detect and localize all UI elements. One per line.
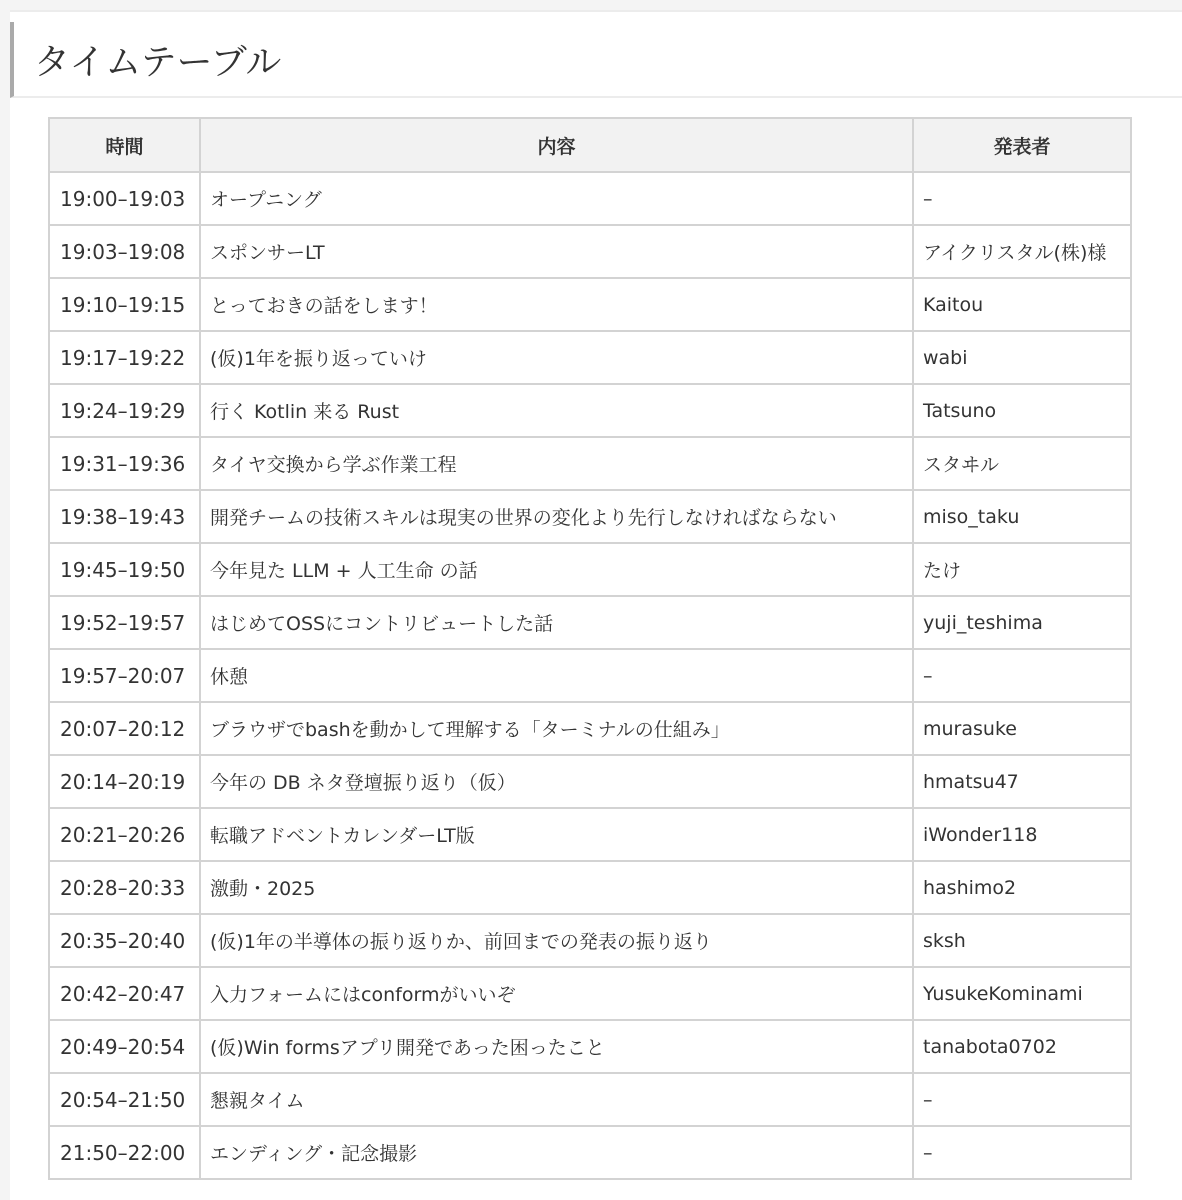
speaker-cell: たけ (913, 543, 1131, 596)
speaker-cell: murasuke (913, 702, 1131, 755)
time-cell: 20:21–20:26 (49, 808, 200, 861)
speaker-cell: iWonder118 (913, 808, 1131, 861)
table-header-row (49, 118, 1131, 172)
table-row (49, 384, 1131, 437)
table-row (49, 702, 1131, 755)
table-row (49, 437, 1131, 490)
content-cell: (仮)1年を振り返っていけ (200, 331, 913, 384)
table-row (49, 172, 1131, 225)
content-cell: 開発チームの技術スキルは現実の世界の変化より先行しなければならない (200, 490, 913, 543)
time-cell: 19:00–19:03 (49, 172, 200, 225)
time-cell: 19:45–19:50 (49, 543, 200, 596)
table-row (49, 278, 1131, 331)
table-row (49, 225, 1131, 278)
speaker-cell: – (913, 649, 1131, 702)
content-cell: スポンサーLT (200, 225, 913, 278)
table-row (49, 914, 1131, 967)
content-cell: 行く Kotlin 来る Rust (200, 384, 913, 437)
column-header-time: 時間 (49, 118, 200, 172)
speaker-cell: アイクリスタル(株)様 (913, 225, 1131, 278)
speaker-cell: – (913, 1073, 1131, 1126)
table-row (49, 490, 1131, 543)
table-row (49, 331, 1131, 384)
content-cell: はじめてOSSにコントリビュートした話 (200, 596, 913, 649)
time-cell: 19:03–19:08 (49, 225, 200, 278)
column-header-content: 内容 (200, 118, 913, 172)
time-cell: 20:07–20:12 (49, 702, 200, 755)
time-cell: 20:14–20:19 (49, 755, 200, 808)
speaker-cell: yuji_teshima (913, 596, 1131, 649)
time-cell: 20:49–20:54 (49, 1020, 200, 1073)
speaker-cell: miso_taku (913, 490, 1131, 543)
content-cell: とっておきの話をします！ (200, 278, 913, 331)
time-cell: 20:35–20:40 (49, 914, 200, 967)
table-row (49, 543, 1131, 596)
speaker-cell: Tatsuno (913, 384, 1131, 437)
table-row (49, 1126, 1131, 1179)
content-cell: (仮)1年の半導体の振り返りか、前回までの発表の振り返り (200, 914, 913, 967)
time-cell: 19:17–19:22 (49, 331, 200, 384)
content-cell: 入力フォームにはconformがいいぞ (200, 967, 913, 1020)
page-title: タイムテーブル (10, 22, 1182, 98)
table-row (49, 808, 1131, 861)
content-cell: 今年見た LLM + 人工生命 の話 (200, 543, 913, 596)
speaker-cell: sksh (913, 914, 1131, 967)
table-row (49, 967, 1131, 1020)
table-row (49, 649, 1131, 702)
table-row (49, 861, 1131, 914)
content-cell: エンディング・記念撮影 (200, 1126, 913, 1179)
time-cell: 21:50–22:00 (49, 1126, 200, 1179)
content-cell: ブラウザでbashを動かして理解する「ターミナルの仕組み」 (200, 702, 913, 755)
table-row (49, 1073, 1131, 1126)
page (10, 10, 1182, 1200)
time-cell: 20:28–20:33 (49, 861, 200, 914)
speaker-cell: YusukeKominami (913, 967, 1131, 1020)
content-cell: タイヤ交換から学ぶ作業工程 (200, 437, 913, 490)
content-cell: オープニング (200, 172, 913, 225)
timetable (48, 117, 1132, 1180)
content-cell: 転職アドベントカレンダーLT版 (200, 808, 913, 861)
table-body (49, 172, 1131, 1179)
time-cell: 19:52–19:57 (49, 596, 200, 649)
time-cell: 20:42–20:47 (49, 967, 200, 1020)
content-cell: 懇親タイム (200, 1073, 913, 1126)
time-cell: 19:38–19:43 (49, 490, 200, 543)
time-cell: 20:54–21:50 (49, 1073, 200, 1126)
speaker-cell: – (913, 172, 1131, 225)
time-cell: 19:10–19:15 (49, 278, 200, 331)
content-cell: (仮)Win formsアプリ開発であった困ったこと (200, 1020, 913, 1073)
table-row (49, 596, 1131, 649)
table-row (49, 1020, 1131, 1073)
table-row (49, 755, 1131, 808)
speaker-cell: tanabota0702 (913, 1020, 1131, 1073)
speaker-cell: – (913, 1126, 1131, 1179)
speaker-cell: スタヰル (913, 437, 1131, 490)
column-header-speaker: 発表者 (913, 118, 1131, 172)
time-cell: 19:57–20:07 (49, 649, 200, 702)
content-cell: 激動・2025 (200, 861, 913, 914)
speaker-cell: hashimo2 (913, 861, 1131, 914)
speaker-cell: Kaitou (913, 278, 1131, 331)
speaker-cell: hmatsu47 (913, 755, 1131, 808)
time-cell: 19:24–19:29 (49, 384, 200, 437)
time-cell: 19:31–19:36 (49, 437, 200, 490)
content-cell: 休憩 (200, 649, 913, 702)
content-cell: 今年の DB ネタ登壇振り返り（仮） (200, 755, 913, 808)
speaker-cell: wabi (913, 331, 1131, 384)
